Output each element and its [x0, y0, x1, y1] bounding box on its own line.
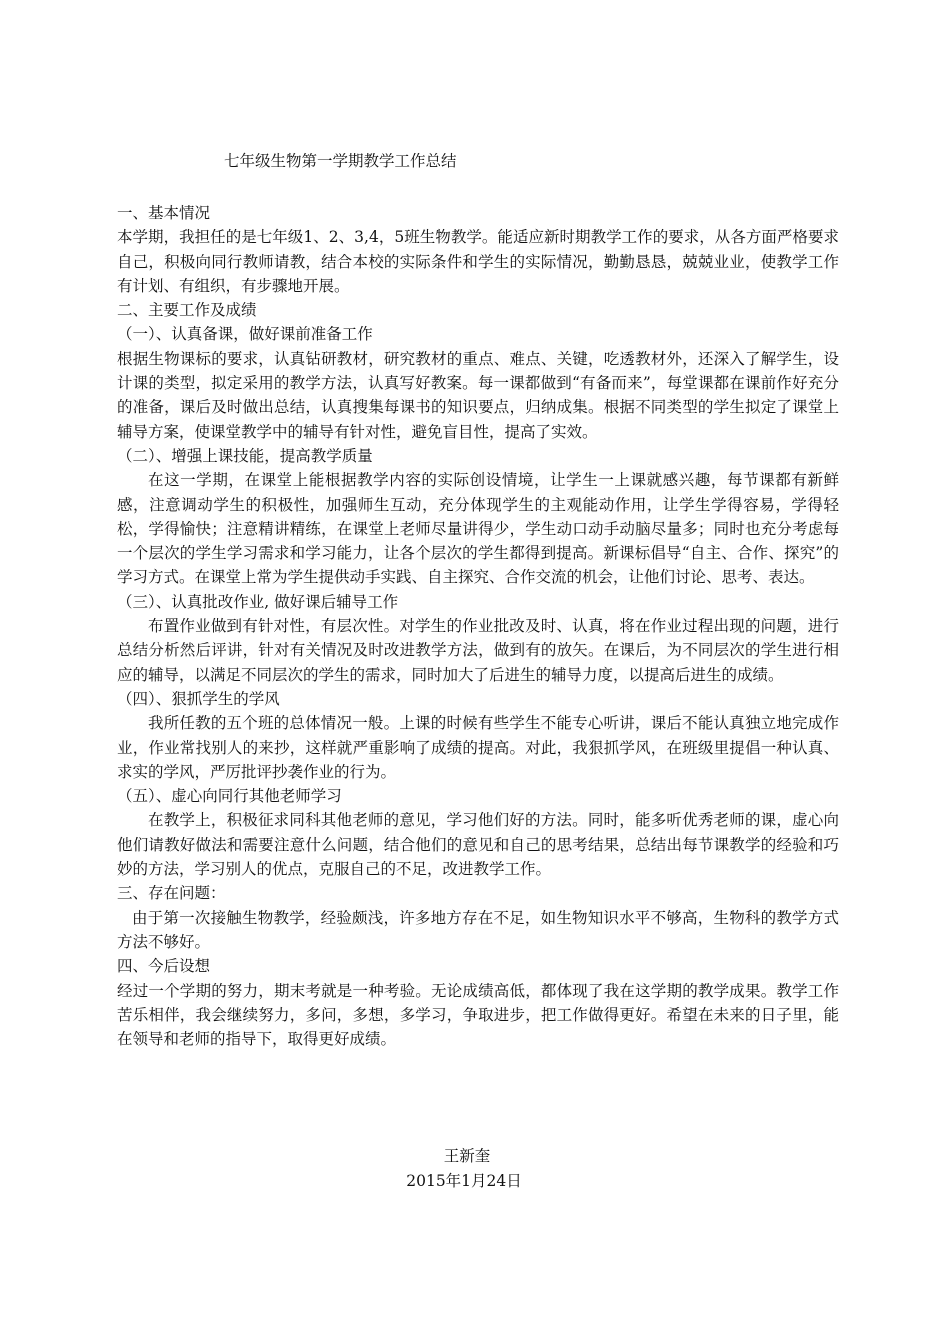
section-heading-1: 一、基本情况: [117, 204, 211, 222]
signature-date: 2015年1月24日: [406, 1172, 522, 1190]
document-title: 七年级生物第一学期教学工作总结: [224, 152, 457, 170]
subsection-heading-2-1: （一）、认真备课，做好课前准备工作: [117, 325, 373, 344]
section-heading-2: 二、主要工作及成绩: [117, 301, 257, 320]
section-paragraph-4: 经过一个学期的努力，期末考就是一种考验。无论成绩高低，都体现了我在这学期的教学成果。教学工作苦乐相伴，我会继续努力，多问，多想，多学习，争取进步，把工作做得更好。希望在未来的日子里，能在领导和老师的指导下，取得更好成绩。: [117, 981, 839, 1049]
section-heading-4: 四、今后设想: [117, 957, 211, 976]
subsection-heading-2-4: （四）、狠抓学生的学风: [117, 689, 280, 708]
section-paragraph-1: 本学期，我担任的是七年级1、2、3,4，5班生物教学。能适应新时期教学工作的要求，从各方面严格要求自己，积极向同行教师请教，结合本校的实际条件和学生的实际情况，勤勤恳恳，兢兢业业，使教学工作有计划、有组织，有步骤地开展。: [117, 228, 839, 295]
section-heading-3: 三、存在问题：: [117, 884, 226, 903]
subsection-heading-2-5: （五）、虚心向同行其他老师学习: [117, 787, 342, 806]
document-body: [117, 201, 839, 1051]
signature-name: 王新奎: [443, 1147, 491, 1165]
subsection-heading-2-2: （二）、增强上课技能，提高教学质量: [117, 446, 373, 465]
subsection-paragraph-2-1: 根据生物课标的要求，认真钻研教材，研究教材的重点、难点、关键，吃透教材外，还深入了解学生，设计课的类型，拟定采用的教学方法，认真写好教案。每一课都做到“有备而来”，每堂课都在课前作好充分的准备，课后及时做出总结，认真搜集每课书的知识要点，归纳成集。根据不同类型的学生拟定了课堂上辅导方案，使课堂教学中的辅导有针对性，避免盲目性，提高了实效。: [117, 349, 839, 441]
subsection-paragraph-2-5: 在教学上，积极征求同科其他老师的意见，学习他们好的方法。同时，能多听优秀老师的课，虚心向他们请教好做法和需要注意什么问题，结合他们的意见和自己的思考结果，总结出每节课教学的经验和巧妙的方法，学习别人的优点，克服自己的不足，改进教学工作。: [117, 811, 839, 879]
subsection-paragraph-2-3: 布置作业做到有针对性，有层次性。对学生的作业批改及时、认真，将在作业过程出现的问题，进行总结分析然后评讲，针对有关情况及时改进教学方法，做到有的放矢。在课后，为不同层次的学生进行相应的辅导，以满足不同层次的学生的需求，同时加大了后进生的辅导力度，以提高后进生的成绩。: [117, 617, 839, 684]
subsection-heading-2-3: （三）、认真批改作业, 做好课后辅导工作: [117, 592, 399, 611]
subsection-paragraph-2-2: 在这一学期，在课堂上能根据教学内容的实际创设情境，让学生一上课就感兴趣，每节课都有新鲜感，注意调动学生的积极性，加强师生互动，充分体现学生的主观能动作用，让学生学得容易，学得轻松，学得愉快；注意精讲精练，在课堂上老师尽量讲得少，学生动口动手动脑尽量多；同时也充分考虑每一个层次的学生学习需求和学习能力，让各个层次的学生都得到提高。新课标倡导“自主、合作、探究”的学习方式。在课堂上常为学生提供动手实践、自主探究、合作交流的机会，让他们讨论、思考、表达。: [117, 471, 839, 587]
section-paragraph-3: 由于第一次接触生物教学，经验颇浅，许多地方存在不足，如生物知识水平不够高，生物科的教学方式方法不够好。: [117, 908, 839, 951]
subsection-paragraph-2-4: 我所任教的五个班的总体情况一般。上课的时候有些学生不能专心听讲，课后不能认真独立地完成作业，作业常找别人的来抄，这样就严重影响了成绩的提高。对此，我狠抓学风，在班级里提倡一种认真、求实的学风，严厉批评抄袭作业的行为。: [117, 714, 839, 781]
